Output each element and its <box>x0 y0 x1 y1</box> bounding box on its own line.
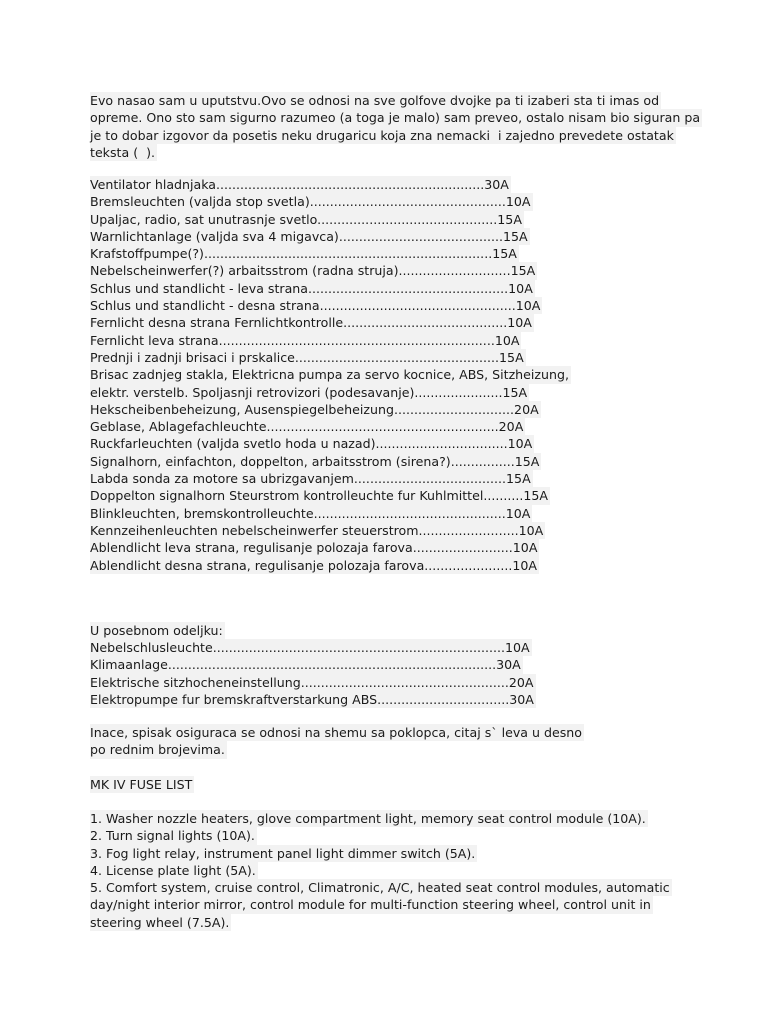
extra-fuse-list <box>90 639 690 708</box>
mk-fuse-item: 2. Turn signal lights (10A). <box>90 828 255 844</box>
fuse-item: Fernlicht leva strana.....................................................................10A <box>90 332 520 348</box>
mk-fuse-item: 5. Comfort system, cruise control, Climatronic, A/C, heated seat control modules, automatic <box>90 880 670 896</box>
intro-paragraph <box>90 92 701 161</box>
fuse-item: Fernlicht desna strana Fernlichtkontrolle.........................................10A <box>90 315 532 331</box>
intro-line: Evo nasao sam u uputstvu.Ovo se odnosi na sve golfove dvojke pa ti izaberi sta ti imas od <box>90 93 660 108</box>
fuse-item: Krafstoffpumpe(?)........................................................................15A <box>90 246 517 262</box>
fuse-item: Kennzeihenleuchten nebelscheinwerfer steuerstrom.........................10A <box>90 522 544 538</box>
fuse-item: Schlus und standlicht - desna strana.................................................10A <box>90 298 541 314</box>
note-paragraph <box>90 724 690 759</box>
fuse-item: Bremsleuchten (valjda stop svetla).................................................10A <box>90 194 531 210</box>
fuse-item: Ablendlicht leva strana, regulisanje polozaja farova.........................10A <box>90 540 538 556</box>
fuse-item: Brisac zadnjeg stakla, Elektricna pumpa za servo kocnice, ABS, Sitzheizung, <box>90 367 569 383</box>
fuse-item: Labda sonda za motore sa ubrizgavanjem......................................15A <box>90 471 531 487</box>
extra-fuse-item: Elektropumpe fur bremskraftverstarkung ABS.................................30A <box>90 691 534 707</box>
fuse-item: Ruckfarleuchten (valjda svetlo hoda u nazad).................................10A <box>90 436 533 452</box>
mk-fuse-item: steering wheel (7.5A). <box>90 914 230 930</box>
intro-line: je to dobar izgovor da posetis neku drugaricu koja zna nemacki i zajedno prevedete ostatak <box>90 127 674 143</box>
mk-fuse-item: 1. Washer nozzle heaters, glove compartment light, memory seat control module (10A). <box>90 811 646 826</box>
fuse-item: Ablendlicht desna strana, regulisanje polozaja farova......................10A <box>90 557 538 573</box>
fuse-item: Prednji i zadnji brisaci i prskalice...................................................15A <box>90 349 524 365</box>
section-heading <box>90 622 690 639</box>
note-line: po rednim brojevima. <box>90 742 225 758</box>
intro-line: opreme. Ono sto sam sigurno razumeo (a toga je malo) sam preveo, ostalo nisam bio siguran pa <box>90 110 701 126</box>
mk-fuse-item: day/night interior mirror, control module for multi-function steering wheel, control unit in <box>90 897 651 913</box>
fuse-item: elektr. verstelb. Spoljasnji retrovizori (podesavanje)......................15A <box>90 384 528 400</box>
fuse-item: Blinkleuchten, bremskontrolleuchte................................................10A <box>90 505 531 521</box>
intro-line: teksta ( ). <box>90 144 156 160</box>
extra-fuse-item: Klimaanlage..................................................................................30A <box>90 657 521 673</box>
note-line: Inace, spisak osiguraca se odnosi na shemu sa poklopca, citaj s` leva u desno <box>90 725 582 740</box>
extra-fuse-item: Elektrische sitzhocheneinstellung....................................................20A <box>90 674 534 690</box>
mk-fuse-list <box>90 810 690 931</box>
fuse-list <box>90 176 690 574</box>
fuse-item: Geblase, Ablagefachleuchte..........................................................20A <box>90 419 524 435</box>
fuse-item: Doppelton signalhorn Steurstrom kontrolleuchte fur Kuhlmittel..........15A <box>90 488 549 504</box>
fuse-item: Upaljac, radio, sat unutrasnje svetlo.............................................15A <box>90 211 522 227</box>
fuse-item: Nebelscheinwerfer(?) arbaitsstrom (radna struja)............................15A <box>90 263 536 279</box>
mk-heading <box>90 776 690 793</box>
fuse-item: Signalhorn, einfachton, doppelton, arbaitsstrom (sirena?)................15A <box>90 453 540 469</box>
fuse-item: Warnlichtanlage (valjda sva 4 migavca).........................................15A <box>90 228 528 244</box>
fuse-item: Ventilator hladnjaka...................................................................30A <box>90 177 509 192</box>
mk-fuse-item: 3. Fog light relay, instrument panel light dimmer switch (5A). <box>90 845 476 861</box>
section-title: U posebnom odeljku: <box>90 623 223 638</box>
fuse-item: Schlus und standlicht - leva strana..................................................10A <box>90 280 533 296</box>
fuse-item: Hekscheibenbeheizung, Ausenspiegelbeheizung..............................20A <box>90 401 539 417</box>
extra-fuse-item: Nebelschlusleuchte.........................................................................10A <box>90 640 530 655</box>
mk-fuse-item: 4. License plate light (5A). <box>90 862 256 878</box>
mk-title: MK IV FUSE LIST <box>90 777 193 792</box>
